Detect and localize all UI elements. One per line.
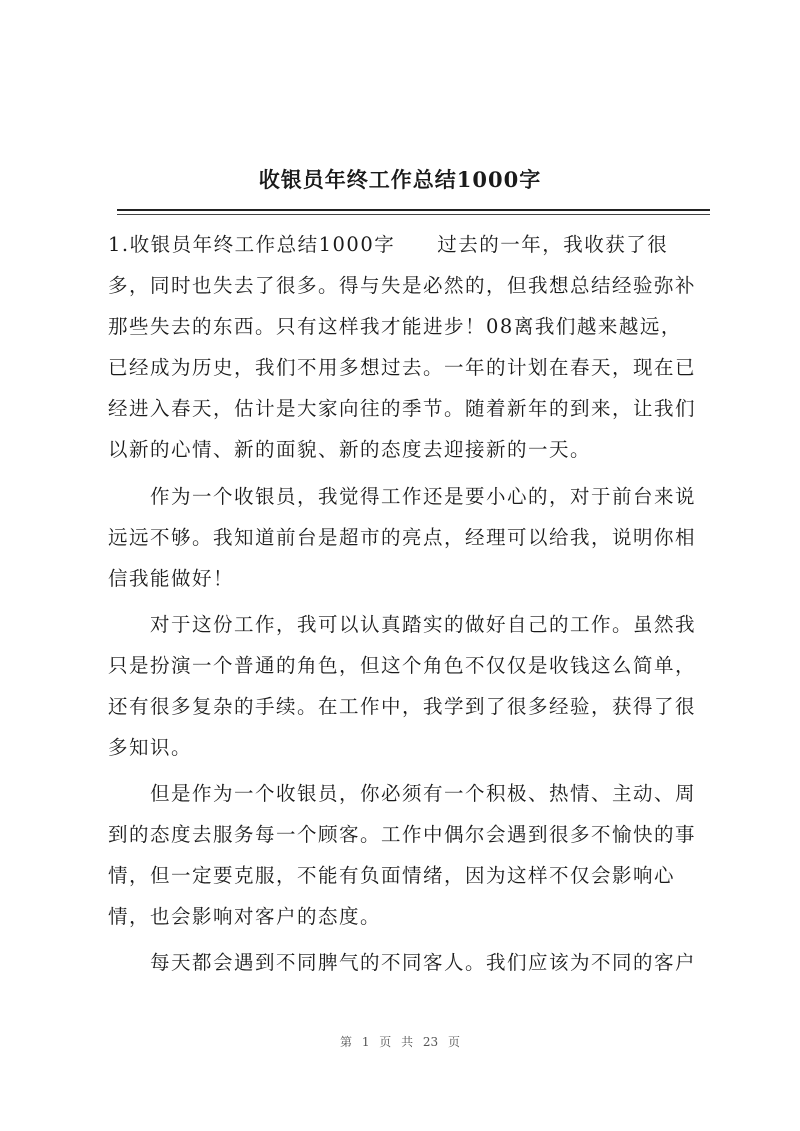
text-line: 经进入春天，估计是大家向往的季节。随着新年的到来，让我们 [108,397,697,420]
text-line: 作为一个收银员，我觉得工作还是要小心的，对于前台来说 [108,485,697,508]
text-line: 还有很多复杂的手续。在工作中，我学到了很多经验，获得了很 [108,695,697,718]
page-footer: 第 1 页 共 23 页 [340,1035,460,1049]
text-line: 多知识。 [108,736,193,759]
text-line: 但是作为一个收银员，你必须有一个积极、热情、主动、周 [108,782,697,805]
title-rule-thin [117,214,710,215]
text-line: 情，但一定要克服，不能有负面情绪，因为这样不仅会影响心 [108,864,676,887]
text-line: 以新的心情、新的面貌、新的态度去迎接新的一天。 [108,438,592,461]
text-line: 那些失去的东西。只有这样我才能进步！08离我们越来越远， [108,315,682,338]
text-line: 信我能做好！ [108,567,235,590]
text-line: 多，同时也失去了很多。得与失是必然的，但我想总结经验弥补 [108,274,697,297]
text-line: 1.收银员年终工作总结1000字 过去的一年，我收获了很 [108,233,669,256]
text-line: 到的态度去服务每一个顾客。工作中偶尔会遇到很多不愉快的事 [108,823,697,846]
text-line: 只是扮演一个普通的角色，但这个角色不仅仅是收钱这么简单， [108,654,697,677]
text-line: 情，也会影响对客户的态度。 [108,905,382,928]
title-rule-thick [117,209,710,211]
text-line: 每天都会遇到不同脾气的不同客人。我们应该为不同的客户 [108,951,697,974]
text-line: 已经成为历史，我们不用多想过去。一年的计划在春天，现在已 [108,356,697,379]
document-title: 收银员年终工作总结1000字 [258,167,542,192]
text-line: 对于这份工作，我可以认真踏实的做好自己的工作。虽然我 [108,613,697,636]
text-line: 远远不够。我知道前台是超市的亮点，经理可以给我，说明你相 [108,526,697,549]
